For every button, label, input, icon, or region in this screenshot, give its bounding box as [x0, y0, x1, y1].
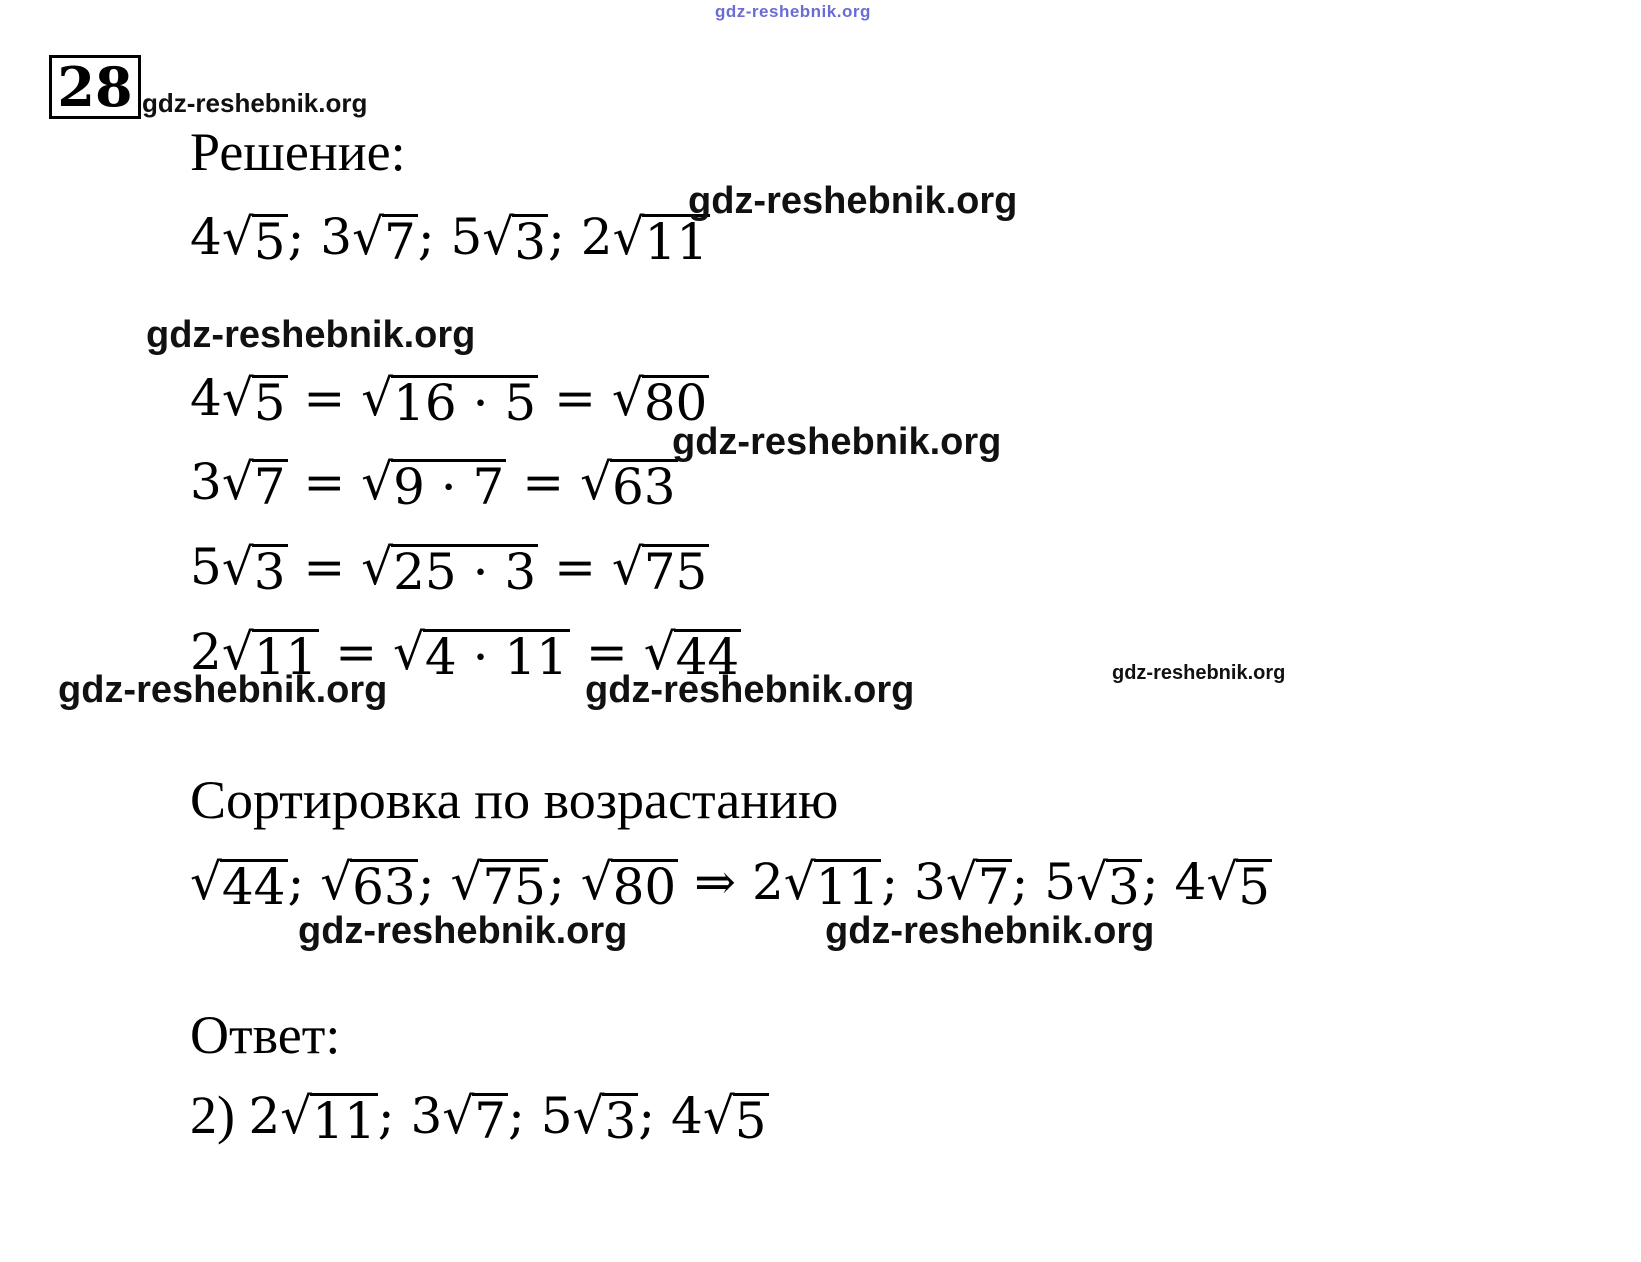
radicand: 7 — [977, 858, 1010, 916]
radicand: 3 — [1107, 858, 1140, 916]
radical — [611, 537, 710, 601]
separator: ; — [417, 853, 451, 911]
separator: ; — [638, 1087, 672, 1145]
root-sign-icon: √ — [945, 853, 978, 911]
radical — [221, 452, 288, 516]
radical — [221, 537, 288, 601]
watermark-top: gdz-reshebnik.org — [715, 2, 871, 21]
root-sign-icon: √ — [280, 1087, 313, 1145]
radicand: 5 — [1238, 858, 1271, 916]
coefficient: 5 — [190, 538, 222, 596]
root-sign-icon: √ — [442, 1087, 475, 1145]
root-sign-icon: √ — [580, 453, 612, 511]
coefficient: 2 — [580, 208, 613, 266]
coefficient: 5 — [1044, 853, 1077, 911]
conversion-line — [190, 368, 709, 432]
radicand: 3 — [514, 213, 546, 271]
radicand: 5 — [734, 1092, 767, 1150]
separator: ; — [417, 208, 451, 266]
root-sign-icon: √ — [221, 623, 254, 681]
coefficient: 4 — [1174, 853, 1207, 911]
equals: = — [287, 369, 362, 427]
separator: ; — [881, 853, 915, 911]
coefficient: 2 — [190, 623, 222, 681]
radical — [783, 852, 882, 916]
watermark-left-2: gdz-reshebnik.org — [58, 669, 388, 711]
radicand: 9 · 7 — [393, 458, 505, 516]
radical — [393, 622, 570, 686]
coefficient: 3 — [410, 1087, 443, 1145]
radicand: 11 — [644, 213, 709, 271]
separator: ; — [1141, 853, 1175, 911]
sort-heading: Сортировка по возрастанию — [190, 770, 839, 830]
answer-heading: Ответ: — [190, 1005, 341, 1065]
radicand: 16 · 5 — [393, 374, 537, 432]
separator: ; — [377, 1087, 411, 1145]
radical — [361, 452, 506, 516]
conversion-line — [190, 537, 709, 601]
solution-heading: Решение: — [190, 122, 406, 182]
radical — [450, 852, 549, 916]
sorted-expressions — [190, 852, 1272, 916]
radicand: 63 — [352, 858, 416, 916]
equals: = — [319, 623, 393, 681]
separator: ; — [287, 208, 321, 266]
radical — [702, 1086, 769, 1150]
coefficient: 3 — [190, 453, 222, 511]
radicand: 80 — [612, 858, 677, 916]
equals: = — [506, 453, 581, 511]
radicand: 3 — [253, 543, 286, 601]
root-sign-icon: √ — [611, 538, 644, 596]
separator: ; — [1011, 853, 1045, 911]
separator: ; — [548, 208, 581, 266]
answer-expressions — [190, 1085, 769, 1150]
radicand: 44 — [675, 628, 740, 686]
root-sign-icon: √ — [221, 453, 254, 511]
root-sign-icon: √ — [1076, 853, 1108, 911]
root-sign-icon: √ — [190, 853, 222, 911]
watermark-given: gdz-reshebnik.org — [688, 180, 1018, 222]
root-sign-icon: √ — [612, 208, 645, 266]
root-sign-icon: √ — [1206, 853, 1239, 911]
root-sign-icon: √ — [580, 853, 613, 911]
radicand: 11 — [312, 1092, 376, 1150]
watermark-sorted-2: gdz-reshebnik.org — [825, 910, 1155, 952]
radical — [190, 852, 288, 916]
coefficient: 3 — [320, 208, 353, 266]
radical — [580, 452, 678, 516]
root-sign-icon: √ — [482, 208, 515, 266]
watermark-small-right: gdz-reshebnik.org — [1112, 662, 1286, 684]
implies-icon: ⇒ — [694, 853, 752, 911]
coefficient: 3 — [914, 853, 946, 911]
radicand: 80 — [643, 374, 708, 432]
coefficient: 5 — [450, 208, 483, 266]
equals: = — [570, 623, 644, 681]
separator: ; — [508, 1087, 541, 1145]
radical — [280, 1086, 378, 1150]
radical — [352, 207, 418, 271]
root-sign-icon: √ — [572, 1087, 605, 1145]
radical — [1206, 852, 1272, 916]
radical — [482, 207, 548, 271]
root-sign-icon: √ — [221, 538, 254, 596]
given-expressions — [190, 207, 710, 271]
coefficient: 2 — [751, 853, 784, 911]
conversion-line — [190, 452, 678, 516]
root-sign-icon: √ — [221, 208, 254, 266]
radicand: 4 · 11 — [424, 628, 568, 686]
root-sign-icon: √ — [352, 208, 384, 266]
root-sign-icon: √ — [393, 623, 425, 681]
radical — [361, 537, 538, 601]
root-sign-icon: √ — [702, 1087, 735, 1145]
radicand: 11 — [815, 858, 880, 916]
answer-label: 2) — [190, 1085, 249, 1145]
equals: = — [287, 453, 362, 511]
radicand: 75 — [643, 543, 708, 601]
radical — [320, 852, 418, 916]
root-sign-icon: √ — [611, 369, 644, 427]
equals: = — [538, 369, 612, 427]
radical — [221, 368, 288, 432]
separator: ; — [287, 853, 321, 911]
coefficient: 4 — [190, 369, 222, 427]
radical — [221, 207, 288, 271]
radical — [945, 852, 1012, 916]
watermark-left-1: gdz-reshebnik.org — [146, 314, 476, 356]
problem-number: 28 — [49, 55, 141, 119]
radicand: 7 — [253, 458, 286, 516]
coefficient: 5 — [540, 1087, 573, 1145]
equals: = — [538, 538, 612, 596]
separator — [678, 853, 694, 911]
root-sign-icon: √ — [643, 623, 676, 681]
separator: ; — [548, 853, 581, 911]
coefficient: 2 — [248, 1087, 281, 1145]
radical — [611, 368, 710, 432]
root-sign-icon: √ — [450, 853, 483, 911]
equals: = — [287, 538, 362, 596]
root-sign-icon: √ — [783, 853, 816, 911]
radicand: 5 — [253, 213, 286, 271]
root-sign-icon: √ — [361, 538, 394, 596]
radical — [580, 852, 679, 916]
radicand: 7 — [383, 213, 416, 271]
radicand: 63 — [611, 458, 676, 516]
radicand: 75 — [482, 858, 546, 916]
watermark-mid-1: gdz-reshebnik.org — [585, 669, 915, 711]
root-sign-icon: √ — [320, 853, 353, 911]
radicand: 11 — [253, 628, 318, 686]
radicand: 3 — [604, 1092, 637, 1150]
root-sign-icon: √ — [361, 369, 394, 427]
watermark-right-1: gdz-reshebnik.org — [672, 421, 1002, 463]
radicand: 7 — [474, 1092, 507, 1150]
watermark-header: gdz-reshebnik.org — [142, 88, 368, 118]
radicand: 25 · 3 — [393, 543, 537, 601]
root-sign-icon: √ — [221, 369, 254, 427]
coefficient: 4 — [190, 208, 222, 266]
root-sign-icon: √ — [361, 453, 394, 511]
radical — [572, 1086, 639, 1150]
radical — [1076, 852, 1142, 916]
watermark-sorted-1: gdz-reshebnik.org — [298, 910, 628, 952]
radical — [361, 368, 538, 432]
radicand: 44 — [221, 858, 286, 916]
radical — [442, 1086, 508, 1150]
radicand: 5 — [253, 374, 286, 432]
coefficient: 4 — [671, 1087, 703, 1145]
